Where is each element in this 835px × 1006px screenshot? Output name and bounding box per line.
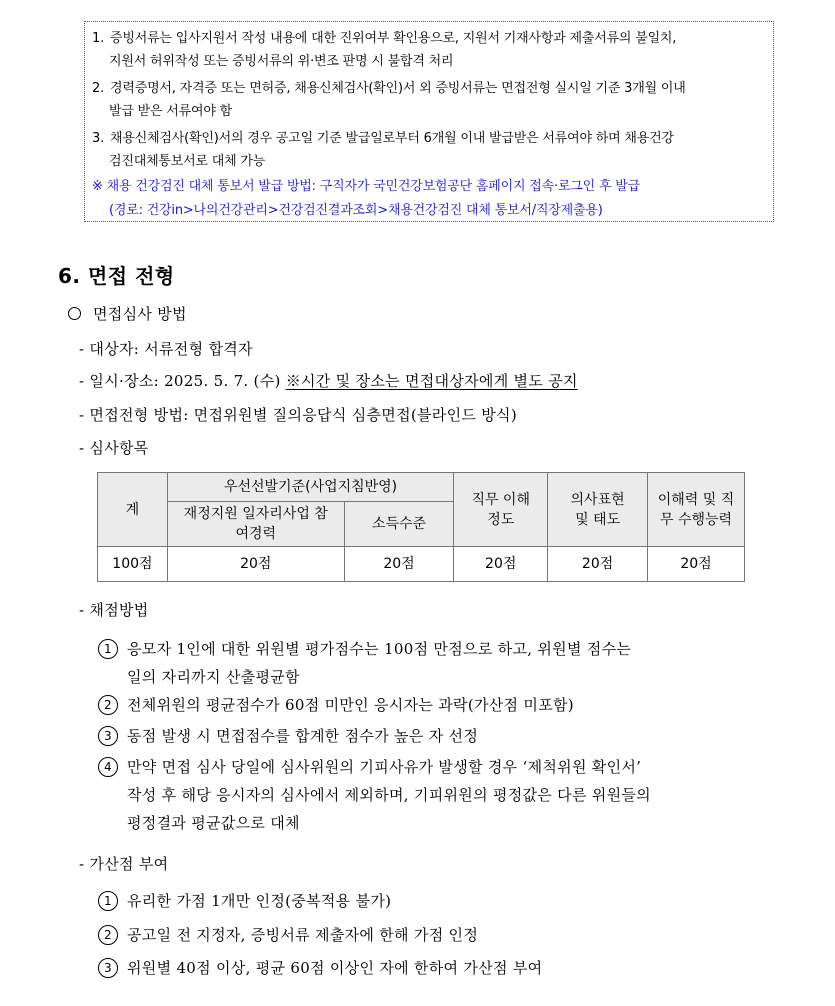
- value-performance: 20점: [648, 547, 745, 582]
- scoring-item-1: 1 응모자 1인에 대한 위원별 평가점수는 100점 만점으로 하고, 위원별 점수는 일의 자리까지 산출평균함: [98, 635, 631, 691]
- notice-box: [84, 21, 774, 222]
- interview-method-line: - 면접전형 방법: 면접위원별 질의응답식 심층면접(블라인드 방식): [79, 406, 517, 424]
- header-job-program: 재정지원 일자리사업 참여경력: [167, 502, 344, 547]
- header-income: 소득수준: [344, 502, 454, 547]
- bonus-item-1: 1 유리한 가점 1개만 인정(중복적용 불가): [98, 887, 391, 915]
- bonus-heading: - 가산점 부여: [79, 855, 169, 873]
- target-line: - 대상자: 서류전형 합격자: [79, 340, 253, 358]
- header-performance: 이해력 및 직무 수행능력: [648, 473, 745, 547]
- value-total: 100점: [98, 547, 168, 582]
- schedule-note: ※시간 및 장소는 면접대상자에게 별도 공지: [285, 372, 578, 390]
- scoring-item-3: 3 동점 발생 시 면접점수를 합계한 점수가 높은 자 선정: [98, 722, 478, 750]
- header-priority-group: 우선선발기준(사업지침반영): [167, 473, 453, 502]
- criteria-heading: - 심사항목: [79, 439, 149, 457]
- value-job-program: 20점: [167, 547, 344, 582]
- bonus-item-2: 2 공고일 전 지정자, 증빙서류 제출자에 한해 가점 인정: [98, 921, 478, 949]
- notice-item-1-cont: 지원서 허위작성 또는 증빙서류의 위·변조 판명 시 불합격 처리: [109, 54, 454, 69]
- circle-bullet-icon: [68, 307, 81, 320]
- scoring-item-2: 2 전체위원의 평균점수가 60점 미만인 응시자는 과락(가산점 미포함): [98, 691, 574, 719]
- header-job-understanding: 직무 이해정도: [454, 473, 548, 547]
- criteria-table: [97, 472, 745, 582]
- notice-item-2: 2. 경력증명서, 자격증 또는 면허증, 채용신체검사(확인)서 외 증빙서류는 면접전형 실시일 기준 3개월 이내: [92, 81, 686, 96]
- method-heading: 면접심사 방법: [68, 303, 187, 324]
- health-check-note: ※ 채용 건강검진 대체 통보서 발급 방법: 구직자가 국민건강보험공단 홈페이지 접속·로그인 후 발급: [92, 179, 640, 194]
- notice-item-1: 1. 증빙서류는 입사지원서 작성 내용에 대한 진위여부 확인용으로, 지원서 기재사항과 제출서류의 불일치,: [92, 31, 677, 46]
- value-expression: 20점: [548, 547, 648, 582]
- schedule-line: - 일시·장소: 2025. 5. 7. (수) ※시간 및 장소는 면접대상자에게 별도 공지: [79, 372, 578, 390]
- section-title: 6. 면접 전형: [58, 264, 175, 288]
- header-expression: 의사표현 및 태도: [548, 473, 648, 547]
- scoring-item-4: 4 만약 면접 심사 당일에 심사위원의 기피사유가 발생할 경우 ‘제척위원 확인서’ 작성 후 해당 응시자의 심사에서 제외하며, 기피위원의 평정값은 다른 위원들의 평정결과 평균값으로 대체: [98, 753, 651, 837]
- health-check-path: (경로: 건강in>나의건강관리>건강검진결과조회>채용건강검진 대체 통보서/직장제출용): [109, 203, 603, 218]
- header-total: 계: [98, 473, 168, 547]
- value-income: 20점: [344, 547, 454, 582]
- value-job-understanding: 20점: [454, 547, 548, 582]
- bonus-item-3: 3 위원별 40점 이상, 평균 60점 이상인 자에 한하여 가산점 부여: [98, 954, 542, 982]
- scoring-heading: - 채점방법: [79, 601, 149, 619]
- notice-item-3-cont: 검진대체통보서로 대체 가능: [109, 154, 266, 169]
- notice-item-3: 3. 채용신체검사(확인)서의 경우 공고일 기준 발급일로부터 6개월 이내 발급받은 서류여야 하며 채용건강: [92, 131, 674, 146]
- notice-item-2-cont: 발급 받은 서류여야 함: [109, 104, 233, 119]
